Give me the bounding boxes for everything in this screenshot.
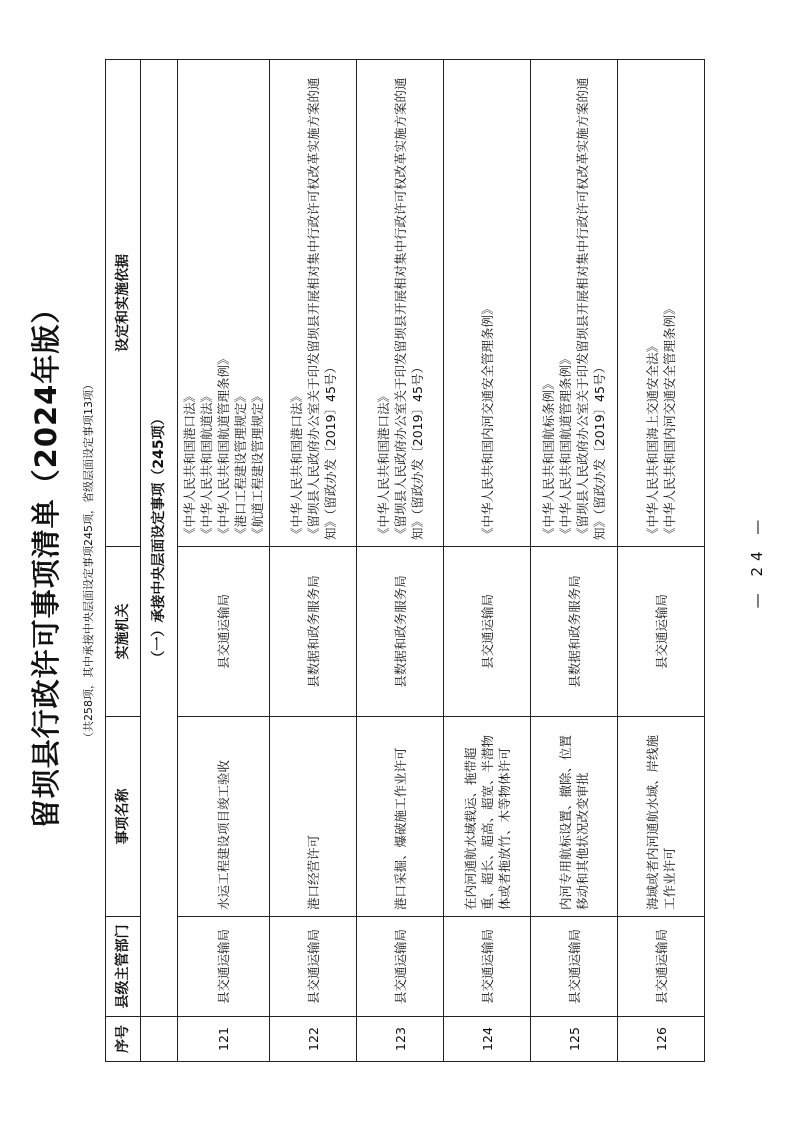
- row-no: 121: [178, 1017, 270, 1062]
- row-org: 县交通运输局: [444, 547, 531, 717]
- header-basis: 设定和实施依据: [106, 60, 141, 547]
- basis-item: 《港口工程建设管理规定》: [233, 389, 248, 540]
- basis-item: 《中华人民共和国港口法》: [375, 389, 391, 540]
- basis-item: 《留坝县人民政府办公室关于印发留坝县开展相对集中行政许可权改革实施方案的通知》（留政办发〔2019〕45号）: [305, 77, 338, 540]
- table-row: [531, 60, 618, 1062]
- basis-item: 《中华人民共和国航道法》: [199, 389, 214, 540]
- row-name: 海域或者内河通航水域、岸线施工作业许可: [618, 717, 705, 917]
- table-row: [270, 60, 357, 1062]
- header-org: 实施机关: [106, 547, 141, 717]
- header-dept: 县级主管部门: [106, 917, 141, 1017]
- basis-item: 《中华人民共和国港口法》: [288, 389, 304, 540]
- row-basis: [531, 60, 618, 547]
- row-basis: [444, 60, 531, 547]
- row-basis: [357, 60, 444, 547]
- table-row: [357, 60, 444, 1062]
- row-org: 县数据和政务服务局: [531, 547, 618, 717]
- row-basis: [270, 60, 357, 547]
- row-basis: [178, 60, 270, 547]
- page-number: — 24 —: [748, 513, 766, 609]
- table-row: [444, 60, 531, 1062]
- page-subtitle: （共258项，其中承接中央层面设定事项245项，省级层面设定事项13项）: [82, 379, 95, 743]
- row-dept: 县交通运输局: [357, 917, 444, 1017]
- row-no: 126: [618, 1017, 705, 1062]
- section-title: （一）承接中央层面设定事项（245项）: [141, 60, 178, 1017]
- row-name: 水运工程建设项目竣工验收: [178, 717, 270, 917]
- row-basis: [618, 60, 705, 547]
- row-no: 122: [270, 1017, 357, 1062]
- basis-item: 《留坝县人民政府办公室关于印发留坝县开展相对集中行政许可权改革实施方案的通知》（留政办发〔2019〕45号）: [575, 77, 607, 540]
- page-title: 留坝县行政许可事项清单（2024年版）: [29, 293, 63, 829]
- row-dept: 县交通运输局: [270, 917, 357, 1017]
- basis-item: 《中华人民共和国内河交通安全管理条例》: [662, 302, 677, 540]
- row-dept: 县交通运输局: [618, 917, 705, 1017]
- table-row: [618, 60, 705, 1062]
- row-org: 县数据和政务服务局: [270, 547, 357, 717]
- row-dept: 县交通运输局: [444, 917, 531, 1017]
- row-name: 内河专用航标设置、撤除、位置移动和其他状况改变审批: [531, 717, 618, 917]
- basis-item: 《中华人民共和国海上交通安全法》: [645, 339, 660, 540]
- row-dept: 县交通运输局: [531, 917, 618, 1017]
- basis-item: 《中华人民共和国航道管理条例》: [558, 352, 573, 540]
- table-header-row: [106, 60, 141, 1062]
- row-name: 港口采掘、爆破施工作业许可: [357, 717, 444, 917]
- row-org: 县交通运输局: [618, 547, 705, 717]
- section-spacer: [141, 1017, 178, 1062]
- row-no: 124: [444, 1017, 531, 1062]
- header-no: 序号: [106, 1017, 141, 1062]
- basis-item: 《航道工程建设管理规定》: [250, 389, 265, 540]
- row-org: 县交通运输局: [178, 547, 270, 717]
- row-org: 县数据和政务服务局: [357, 547, 444, 717]
- header-name: 事项名称: [106, 717, 141, 917]
- row-name: 港口经营许可: [270, 717, 357, 917]
- row-name: 在内河通航水域载运、拖带超重、超长、超高、超宽、半潜物体或者拖放竹、木等物体许可: [444, 717, 531, 917]
- row-dept: 县交通运输局: [178, 917, 270, 1017]
- row-no: 125: [531, 1017, 618, 1062]
- basis-item: 《留坝县人民政府办公室关于印发留坝县开展相对集中行政许可权改革实施方案的通知》（留政办发〔2019〕45号）: [392, 77, 425, 540]
- table-row: [178, 60, 270, 1062]
- basis-item: 《中华人民共和国内河交通安全管理条例》: [479, 302, 495, 540]
- permit-table: [105, 59, 705, 1062]
- basis-item: 《中华人民共和国港口法》: [182, 389, 197, 540]
- basis-item: 《中华人民共和国航道管理条例》: [216, 352, 231, 540]
- row-no: 123: [357, 1017, 444, 1062]
- basis-item: 《中华人民共和国航标条例》: [541, 377, 556, 540]
